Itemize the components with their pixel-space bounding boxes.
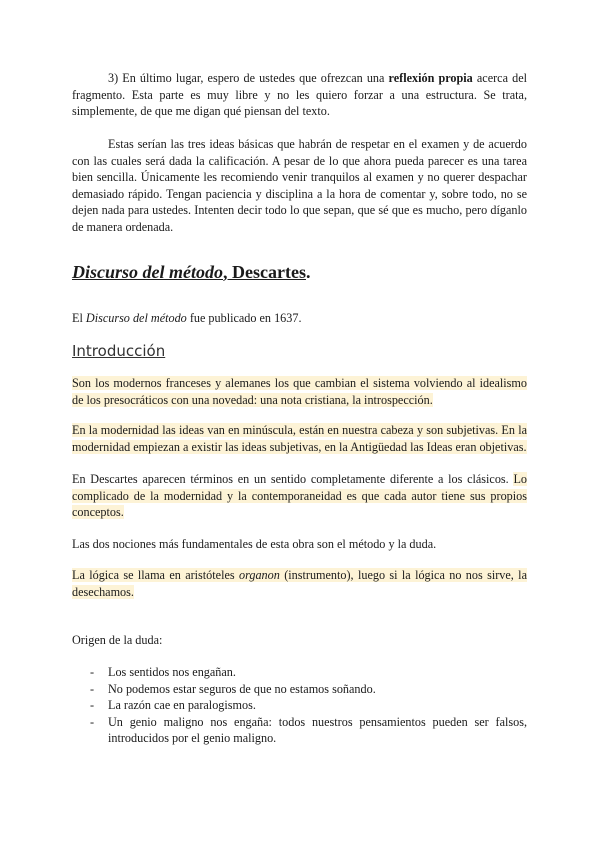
publication-text-b: fue publicado en 1637. (186, 311, 302, 325)
list-dash: - (90, 698, 95, 712)
list-item-text: Un genio maligno nos engaña: todos nuestros pensamientos pueden ser falsos, introducidos por el genio maligno. (108, 714, 527, 745)
publication-work: Discurso del método (85, 311, 187, 325)
organon-italic: organon (238, 568, 280, 582)
subsection-title: Introducción (72, 342, 166, 360)
list-dash: - (90, 681, 95, 696)
paragraph-descartes-terminos (72, 471, 527, 521)
list-item (72, 664, 527, 681)
list-item-text: Los sentidos nos engañan. (108, 665, 236, 679)
paragraph-modernos (72, 375, 527, 408)
origin-label: Origen de la duda: (72, 633, 163, 647)
list-item (72, 714, 527, 747)
paragraph-logica (72, 567, 527, 600)
paragraph-reflexion-text-b: acerca del fragmento. Esta parte es muy libre y no les quiero forzar a una estructura. Se trata, simplemente, de que me digan qué piensan del texto. (72, 71, 527, 118)
section-title (72, 262, 310, 283)
list-item (72, 681, 527, 698)
title-work: Discurso del método (72, 262, 223, 282)
list-item-text: No podemos estar seguros de que no estamos soñando. (108, 681, 376, 696)
highlight-logica (72, 568, 527, 599)
paragraph-nociones: Las dos nociones más fundamentales de esta obra son el método y la duda. (72, 537, 437, 551)
list-item (72, 697, 527, 714)
publication-text-a: El (72, 311, 86, 325)
paragraph-ideas-basicas: Estas serían las tres ideas básicas que habrán de respetar en el examen y de acuerdo con las cuales será dada la calificación. A pesar de lo que ahora pueda parecer es una tarea bien sencilla. Únicamente les recomiendo venir tranquilos al examen y no querer despachar demasiado rápido. Tengan paciencia y disciplina a la hora de comentar y, sobre todo, no se dejen nada para ustedes. Intenten decir todo lo que sepan, que sé que es mucho, pero díganlo de manera ordenada. (72, 137, 527, 234)
title-author: , Descartes (223, 262, 306, 282)
list-item-text: La razón cae en paralogismos. (108, 698, 256, 712)
highlight-modernos: Son los modernos franceses y alemanes los que cambian el sistema volviendo al idealismo de los presocráticos con una novedad: una nota cristiana, la introspección. (72, 376, 527, 407)
paragraph-reflexion-text-a: 3) En último lugar, espero de ustedes que ofrezcan una (108, 71, 389, 85)
doubt-origins-list (72, 664, 527, 747)
highlight-ideas-minuscula: En la modernidad las ideas van en minúscula, están en nuestra cabeza y son subjetivas. En la modernidad empiezan a existir las ideas subjetivas, en la Antigüedad las Ideas eran objetivas. (72, 423, 527, 454)
highlight-complicado: Lo complicado de la modernidad y la contemporaneidad es que cada autor tiene sus propios conceptos. (72, 472, 527, 519)
logica-text-b: (instrumento), luego si la lógica no nos sirve, la desechamos. (72, 568, 527, 599)
paragraph-reflexion (72, 70, 527, 120)
reflexion-propia-bold: reflexión propia (388, 71, 473, 85)
list-dash: - (90, 714, 95, 729)
paragraph-ideas-minuscula (72, 422, 527, 455)
logica-text-a: La lógica se llama en aristóteles (72, 568, 239, 582)
descartes-terminos-text: En Descartes aparecen términos en un sentido completamente diferente a los clásicos. (72, 472, 514, 486)
publication-line (72, 310, 527, 327)
title-period: . (305, 262, 311, 282)
list-dash: - (90, 665, 95, 679)
